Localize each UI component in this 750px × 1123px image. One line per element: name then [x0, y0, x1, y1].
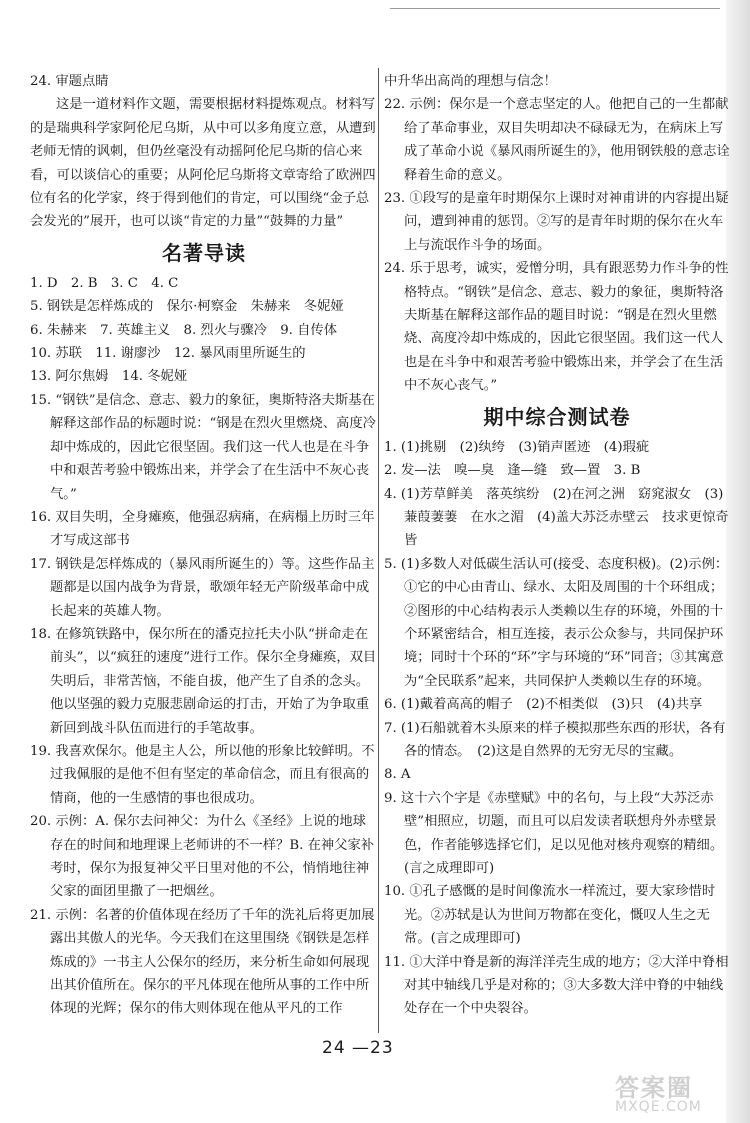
answer-item: 5. 钢铁是怎样炼成的 保尔·柯察金 朱赫来 冬妮娅	[30, 299, 344, 315]
watermark-logo: 答案圈	[615, 1074, 693, 1102]
answer-item: 1. (1)挑剔 (2)纨绔 (3)销声匿迹 (4)瑕疵	[384, 439, 650, 455]
answer-item: 22. 示例：保尔是一个意志坚定的人。他把自己的一生都献给了革命事业，双目失明却决不碌碌无为，在病床上写成了革命小说《暴风雨所诞生的》，他用钢铁般的意志诠释着生命的意义。	[384, 97, 730, 183]
right-top-block	[384, 70, 730, 398]
section-title-midterm-test: 期中综合测试卷	[483, 404, 631, 429]
answer-item: 8. A	[384, 767, 411, 783]
answer-item: 16. 双目失明，全身瘫痪，他强忍病痛，在病榻上历时三年才写成这部书	[30, 509, 375, 549]
answer-item: 10. ①孔子感慨的是时间像流水一样流过，要大家珍惜时光。②苏轼是认为世间万物都在变化，慨叹人生之无常。(言之成理即可)	[384, 884, 716, 947]
answer-item: 6. (1)戴着高高的帽子 (2)不相类似 (3)只 (4)共享	[384, 697, 703, 713]
answer-item: 中升华出高尚的理想与信念！	[384, 74, 557, 89]
section-title-classics-guide: 名著导读	[162, 240, 246, 265]
left-top-block	[30, 70, 378, 234]
answer-item: 13. 阿尔焦姆 14. 冬妮娅	[30, 369, 188, 385]
answer-item: 2. 发—法 嗅—臭 逢—缝 致—置 3. B	[384, 463, 641, 479]
watermark-url: MXQE.COM	[615, 1099, 702, 1115]
answer-item: 15. “钢铁”是信念、意志、毅力的象征，奥斯特洛夫斯基在解释这部作品的标题时说：“钢是在烈火里燃烧、高度冷却中炼成的，因此它很坚固。我们这一代人也是在斗争中和艰苦考验中锻炼出来，并学会了在生活中不灰心丧气。”	[30, 392, 376, 502]
page-number: 24 —23	[322, 1038, 394, 1058]
answer-item: 1. D 2. B 3. C 4. C	[30, 275, 179, 291]
answer-item: 24. 乐于思考，诚实，爱憎分明，具有跟恶势力作斗争的性格特点。“钢铁”是信念、意志、毅力的象征，奥斯特洛夫斯基在解释这部作品的题目时说：“钢是在烈火里燃烧、高度冷却中炼成的，因此它很坚固。我们这一代人也是在斗争中和艰苦考验中锻炼出来，并学会了在生活中不灰心丧气。”	[384, 261, 729, 394]
right-bottom-block	[384, 436, 730, 1021]
left-bottom-block	[30, 272, 378, 1021]
answer-item: 11. ①大洋中脊是新的海洋洋壳生成的地方；②大洋中脊相对其中轴线几乎是对称的；③大多数大洋中脊的中轴线处存在一个中央裂谷。	[384, 954, 729, 1017]
answer-item: 6. 朱赫来 7. 英雄主义 8. 烈火与骤冷 9. 自传体	[30, 322, 337, 338]
answer-item: 23. ①段写的是童年时期保尔上课时对神甫讲的内容提出疑问，遭到神甫的惩罚。②写的是青年时期的保尔在火车上与流氓作斗争的场面。	[384, 191, 729, 253]
top-rule	[390, 8, 720, 9]
watermark	[615, 1068, 740, 1120]
answer-item: 这是一道材料作文题，需要根据材料提炼观点。材料写的是瑞典科学家阿伦尼乌斯，从中可以多角度立意，从遭到老师无情的讽刺，但仍丝毫没有动摇阿伦尼乌斯的信心来看，可以谈信心的重要；从阿伦尼乌斯将文章寄给了欧洲四位有名的化学家，终于得到他们的肯定，可以围绕“金子总会发光的”展开，也可以谈“肯定的力量”“鼓舞的力量”	[30, 97, 376, 230]
left-column	[30, 70, 378, 1021]
answer-item: 7. (1)石船就着木头原来的样子模拟那些东西的形状，各有各的情态。 (2)这是自然界的无穷无尽的宝藏。	[384, 720, 726, 759]
answer-item: 18. 在修筑铁路中，保尔所在的潘克拉托夫小队“拼命走在前头”，以“疯狂的速度”进行工作。保尔全身瘫痪，双目失明后，非常苦恼，不能自拔，他产生了自杀的念头。他以坚强的毅力克服悲剧命运的打击，开始了为争取重新回到战斗队伍而进行的手笔故事。	[30, 626, 377, 736]
right-column	[384, 70, 730, 1021]
answer-item: 9. 这十六个字是《赤壁赋》中的名句，与上段“大苏泛赤壁”相照应，切题，而且可以启发读者联想舟外赤壁景色，作者能够选择它们，足以见他对核舟观察的精细。(言之成理即可)	[384, 790, 724, 876]
answer-item: 5. (1)多数人对低碳生活认可(接受、态度积极)。(2)示例：①它的中心由青山、绿水、太阳及周围的十个环组成；②图形的中心结构表示人类赖以生存的环境，外围的十个环紧密结合，相互连接，表示公众参与，共同保护环境；同时十个环的“环”字与环境的“环”同音；③其寓意为“全民联系”起来，共同保护人类赖以生存的环境。	[384, 556, 729, 689]
column-divider	[378, 68, 379, 1033]
answer-item: 21. 示例：名著的价值体现在经历了千年的洗礼后将更加展露出其傲人的光华。今天我们在这里围绕《钢铁是怎样炼成的》一书主人公保尔的经历，来分析生命如何展现出其价值所在。保尔的平凡体现在他所从事的工作中所体现的光辉；保尔的伟大则体现在他从平凡的工作	[30, 907, 375, 1017]
answer-item: 24. 审题点睛	[30, 74, 109, 89]
answer-item: 17. 钢铁是怎样炼成的（暴风雨所诞生的）等。这些作品主题都是以国内战争为背景，歌颂年轻无产阶级革命中成长起来的英雄人物。	[30, 556, 375, 619]
answer-item: 19. 我喜欢保尔。他是主人公，所以他的形象比较鲜明。不过我佩服的是他不但有坚定的革命信念，而且有很高的情商，他的一生感情的事也很成功。	[30, 743, 375, 806]
answer-item: 4. (1)芳草鲜美 落英缤纷 (2)在河之洲 窈窕淑女 (3)蒹葭萋萋 在水之湄 (4)盖大苏泛赤壁云 技求更惊奇皆	[384, 486, 729, 549]
answer-item: 20. 示例：A. 保尔去问神父：为什么《圣经》上说的地球存在的时间和地理课上老师讲的不一样？B. 在神父家补考时，保尔为报复神父平日里对他的不公，悄悄地往神父家的面团里撒了一把烟丝。	[30, 814, 375, 900]
answer-item: 10. 苏联 11. 谢廖沙 12. 暴风雨里所诞生的	[30, 346, 306, 362]
